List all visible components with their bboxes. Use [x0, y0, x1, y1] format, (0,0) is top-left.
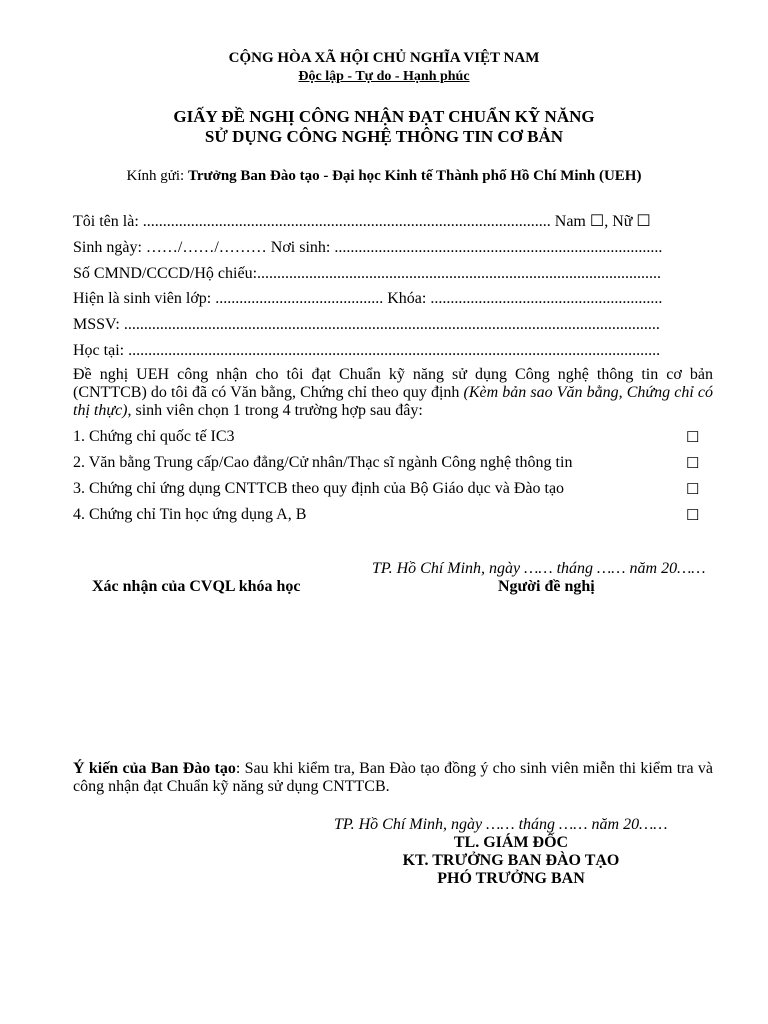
- option-checkbox-3[interactable]: ☐: [686, 482, 700, 498]
- request-text-italic: (Kèm bản sao Văn bằng, Chứng chỉ có thị thực): [73, 384, 713, 419]
- opinion-text: : Sau khi kiểm tra, Ban Đào tạo đồng ý cho sinh viên miễn thi kiểm tra và công nhận đạt Chuẩn kỹ năng sử dụng CNTTCB.: [73, 760, 714, 795]
- recipient-line: [0, 168, 768, 185]
- approval-title-3: PHÓ TRƯỞNG BAN: [437, 870, 585, 887]
- option-label-4: 4. Chứng chỉ Tin học ứng dụng A, B: [73, 506, 307, 523]
- birth-field-line[interactable]: Sinh ngày: ……/……/……… Nơi sinh: ..................................................................................: [73, 239, 663, 256]
- request-paragraph: [73, 366, 713, 420]
- name-field-line[interactable]: Tôi tên là: ...................................................................................................... Nam ☐, Nữ ☐: [73, 213, 651, 230]
- opinion-label: Ý kiến của Ban Đào tạo: [73, 760, 236, 777]
- document-title-line1: GIẤY ĐỀ NGHỊ CÔNG NHẬN ĐẠT CHUẨN KỸ NĂNG: [173, 107, 595, 126]
- option-label-3: 3. Chứng chỉ ứng dụng CNTTCB theo quy định của Bộ Giáo dục và Đào tạo: [73, 480, 565, 497]
- request-text-a: Đề nghị UEH công nhận cho tôi đạt Chuẩn kỹ năng sử dụng Công nghệ thông tin cơ bản (CNTTCB) do tôi đã có Văn bằng, Chứng chỉ theo quy định: [73, 366, 713, 401]
- request-date-line: TP. Hồ Chí Minh, ngày …… tháng …… năm 20……: [372, 560, 706, 577]
- id-field-line[interactable]: Số CMND/CCCD/Hộ chiếu:.....................................................................................................: [73, 265, 662, 282]
- option-label-1: 1. Chứng chỉ quốc tế IC3: [73, 428, 235, 445]
- nation-header: CỘNG HÒA XÃ HỘI CHỦ NGHĨA VIỆT NAM: [228, 50, 540, 66]
- approval-title-2: KT. TRƯỞNG BAN ĐÀO TẠO: [402, 852, 620, 869]
- option-label-2: 2. Văn bằng Trung cấp/Cao đẳng/Cử nhân/Thạc sĩ ngành Công nghệ thông tin: [73, 454, 573, 471]
- recipient-name: Trưởng Ban Đào tạo - Đại học Kinh tế Thành phố Hồ Chí Minh (UEH): [187, 168, 642, 184]
- option-checkbox-1[interactable]: ☐: [686, 430, 700, 446]
- option-checkbox-2[interactable]: ☐: [686, 456, 700, 472]
- mssv-field-line[interactable]: MSSV: ......................................................................................................................................: [73, 316, 660, 333]
- approval-date-line: TP. Hồ Chí Minh, ngày …… tháng …… năm 20……: [334, 816, 668, 833]
- class-field-line[interactable]: Hiện là sinh viên lớp: .......................................... Khóa: ..........................................................: [73, 290, 663, 307]
- requester-label: Người đề nghị: [498, 578, 595, 595]
- recipient-prefix: Kính gửi:: [126, 168, 188, 184]
- document-title-line2: SỬ DỤNG CÔNG NGHỆ THÔNG TIN CƠ BẢN: [204, 127, 564, 146]
- approval-title-1: TL. GIÁM ĐỐC: [453, 834, 569, 851]
- request-text-b: , sinh viên chọn 1 trong 4 trường hợp sau đây:: [127, 402, 423, 419]
- training-board-opinion: [73, 760, 713, 796]
- nation-motto: Độc lập - Tự do - Hạnh phúc: [298, 69, 470, 84]
- school-field-line[interactable]: Học tại: .....................................................................................................................................: [73, 342, 661, 359]
- option-checkbox-4[interactable]: ☐: [686, 508, 700, 524]
- advisor-confirmation-label: Xác nhận của CVQL khóa học: [92, 578, 301, 595]
